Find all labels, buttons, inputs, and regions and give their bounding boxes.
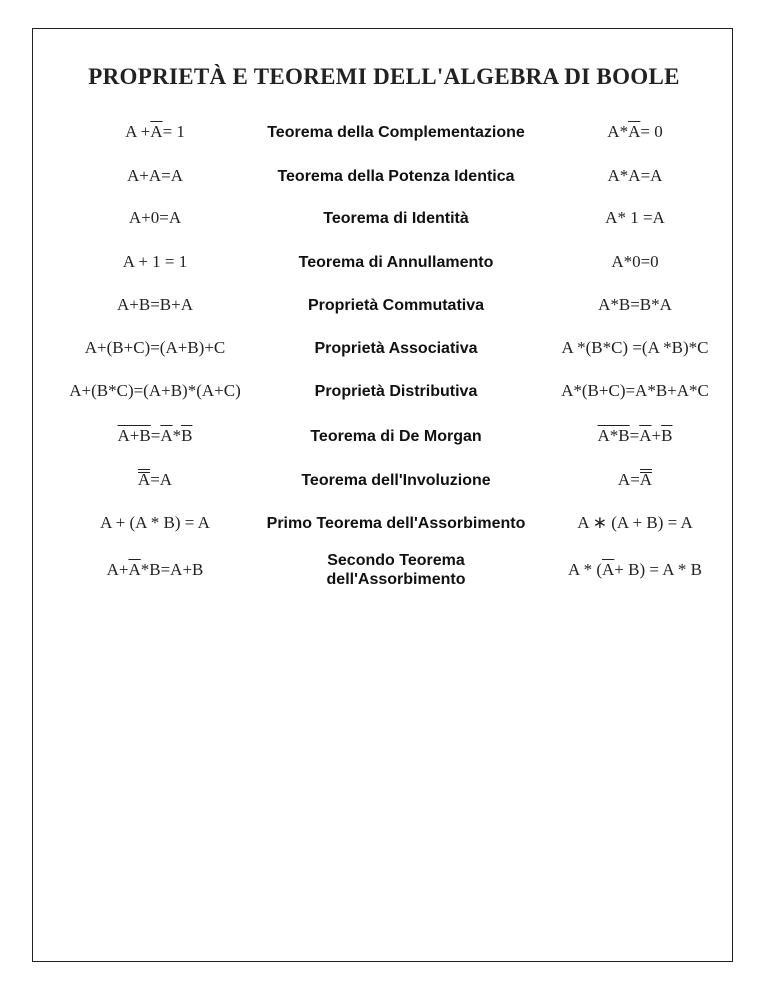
sum-formula: A+0=A: [128, 208, 182, 227]
table-row: [0, 550, 768, 590]
product-formula: A*B = $\overline{A}$ + $\overline{B}$: [597, 426, 673, 445]
product-formula: A*A=A: [607, 166, 663, 185]
product-formula: A* $\overline{A}$ = 0: [607, 122, 663, 141]
sum-formula: A+(B*C)=(A+B)*(A+C): [69, 381, 241, 400]
product-formula: A*0=0: [611, 252, 659, 271]
table-row: [0, 156, 768, 196]
sum-formula: A+(B+C)=(A+B)+C: [84, 338, 226, 357]
sum-formula: A + (A * B) = A: [100, 513, 210, 532]
sum-formula: A + $\overline{A}$ = 1: [125, 122, 185, 141]
product-formula: A * ( $\overline{A}$ + B) = A * B: [568, 560, 702, 579]
table-row: [0, 371, 768, 411]
product-formula: A *(B*C) =(A *B)*C: [561, 338, 709, 357]
theorem-name: Teorema della Complementazione: [267, 123, 525, 141]
theorem-name: Proprietà Associativa: [314, 339, 478, 357]
table-row: [0, 328, 768, 368]
theorem-name: Teorema di De Morgan: [310, 427, 482, 445]
sum-formula: A =A: [137, 470, 173, 489]
theorem-name: Teorema di Identità: [323, 209, 469, 227]
theorem-name: Primo Teorema dell'Assorbimento: [266, 514, 526, 532]
sum-formula: A + 1 = 1: [122, 252, 188, 271]
product-formula: A ∗ (A + B) = A: [577, 513, 693, 532]
product-formula: A*B=B*A: [598, 295, 672, 314]
table-row: [0, 460, 768, 500]
sum-formula: A+B=B+A: [117, 295, 193, 314]
sum-formula: A+ $\overline{A}$ *B=A+B: [106, 560, 204, 579]
table-row: [0, 503, 768, 543]
theorem-name: Teorema di Annullamento: [298, 253, 494, 271]
table-row: [0, 198, 768, 238]
sum-formula: A+A=A: [126, 166, 183, 185]
theorem-name: Secondo Teorema dell'Assorbimento: [326, 552, 466, 588]
table-row: [0, 285, 768, 325]
product-formula: A* 1 =A: [605, 208, 665, 227]
sum-formula: A+B = $\overline{A}$ * $\overline{B}$: [117, 426, 193, 445]
theorem-name: Proprietà Distributiva: [314, 382, 478, 400]
table-row: [0, 242, 768, 282]
page-title: PROPRIETÀ E TEOREMI DELL'ALGEBRA DI BOOLE: [88, 64, 680, 89]
product-formula: A*(B+C)=A*B+A*C: [561, 381, 709, 400]
theorem-name: Teorema dell'Involuzione: [301, 471, 491, 489]
table-row: [0, 416, 768, 456]
product-formula: A= A: [617, 470, 653, 489]
table-row: [0, 112, 768, 152]
theorem-name: Proprietà Commutativa: [307, 296, 485, 314]
theorem-name: Teorema della Potenza Identica: [277, 167, 515, 185]
